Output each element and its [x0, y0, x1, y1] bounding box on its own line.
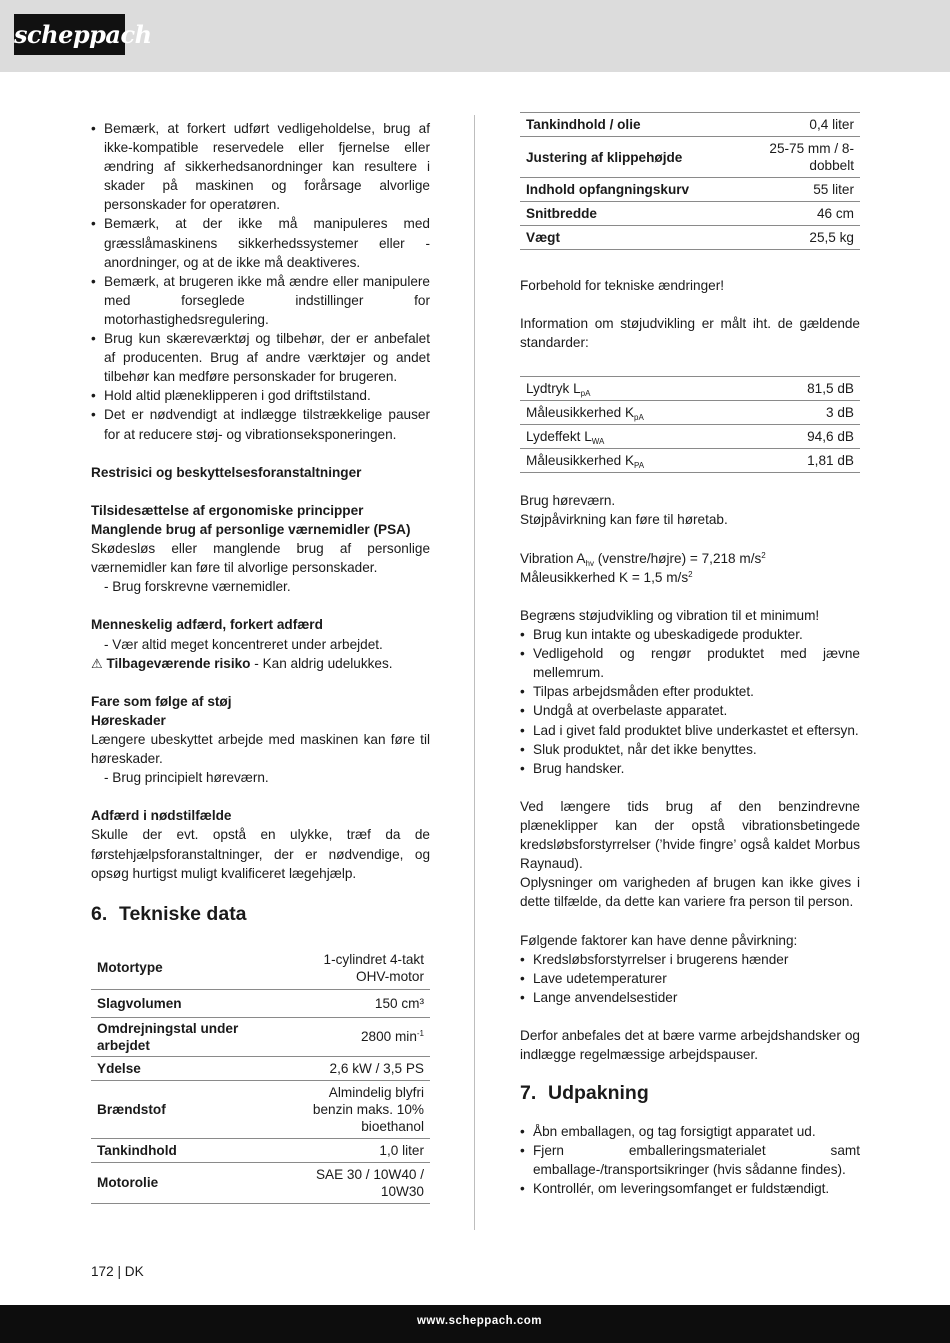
vibration-value	[520, 549, 860, 568]
spec-key: Tankindhold	[91, 1138, 298, 1162]
hearing-instruction: - Brug principielt høreværn.	[104, 770, 269, 786]
residual-risk-line	[91, 654, 430, 673]
factors-heading: Følgende faktorer kan have denne påvirkning:	[520, 932, 798, 948]
noise-key-subscript: pA	[580, 389, 591, 399]
table-row	[91, 1017, 430, 1056]
section-number: 7.	[520, 1082, 537, 1105]
spec-key: Motortype	[91, 947, 298, 990]
footer-separator: |	[117, 1264, 121, 1279]
psa-instruction: - Brug forskrevne værnemidler.	[104, 579, 291, 595]
spec-value: 55 liter	[758, 178, 860, 202]
residual-risk-label: Tilbageværende risiko	[106, 655, 251, 671]
spec-value: 46 cm	[758, 202, 860, 226]
hearing-damage-heading: Høreskader	[91, 712, 166, 728]
spec-key: Ydelse	[91, 1056, 298, 1080]
emergency-text: Skulle der evt. opstå en ulykke, træf da de førstehjælpsforanstaltninger, der er nødvendige, og opsøg hurtigst muligt kvalificeret lægehjælp.	[91, 827, 430, 881]
spec-value: 25,5 kg	[758, 226, 860, 250]
noise-key-label: Måleusikkerhed K	[526, 405, 635, 421]
table-row	[520, 178, 860, 202]
technical-data-table-continued	[520, 112, 860, 250]
noise-key-label: Lydeffekt L	[526, 429, 592, 445]
psa-heading: Manglende brug af personlige værnemidler (PSA)	[91, 521, 411, 537]
vibration-unit-exponent: 2	[761, 550, 766, 560]
page-number: 172	[91, 1264, 114, 1279]
human-behaviour-heading: Menneskelig adfærd, forkert adfærd	[91, 617, 323, 633]
ergonomics-heading: Tilsidesættelse af ergonomiske principper	[91, 502, 364, 518]
table-row	[91, 989, 430, 1017]
spec-key: Omdrejningstal under arbejdet	[91, 1017, 298, 1056]
technical-data-table	[91, 947, 430, 1204]
table-row	[91, 1162, 430, 1203]
spec-value: 1,0 liter	[298, 1138, 430, 1162]
list-item: • Åbn emballagen, og tag forsigtigt apparatet ud.	[520, 1122, 860, 1141]
noise-key-label: Måleusikkerhed K	[526, 453, 635, 469]
hearing-damage-text: Længere ubeskyttet arbejde med maskinen kan føre til høreskader.	[91, 732, 430, 767]
page-number-footer	[91, 1264, 144, 1279]
list-item: • Bemærk, at brugeren ikke må ændre eller manipulere med forseglede indstillinger for motorhastighedsregulering.	[91, 272, 430, 329]
table-row	[520, 449, 860, 473]
table-row	[520, 425, 860, 449]
noise-key	[520, 425, 754, 449]
safety-bullet-list	[91, 119, 430, 444]
noise-table	[520, 376, 860, 473]
section-7-heading	[520, 1080, 860, 1106]
noise-heading: Fare som følge af støj	[91, 693, 232, 709]
spec-value: 0,4 liter	[758, 113, 860, 137]
noise-key	[520, 377, 754, 401]
table-row	[520, 113, 860, 137]
rpm-exponent: -1	[416, 1029, 424, 1039]
hearing-protection-note: Brug høreværn.	[520, 493, 616, 509]
noise-value: 3 dB	[754, 401, 860, 425]
psa-text: Skødesløs eller manglende brug af personlige værnemidler kan føre til alvorlige personskader.	[91, 541, 430, 576]
list-item: • Brug kun skæreværktøj og tilbehør, der er anbefalet af producenten. Brug af andre værktøjer og andet tilbehør kan medføre personskader for brugeren.	[91, 329, 430, 386]
language-code: DK	[124, 1264, 144, 1279]
spec-value: 150 cm³	[298, 989, 430, 1017]
list-item: • Lange anvendelsestider	[520, 988, 860, 1007]
noise-key-subscript: PA	[634, 461, 645, 471]
list-item: • Det er nødvendigt at indlægge tilstrækkelige pauser for at reducere støj- og vibrationseksponeringen.	[91, 405, 430, 443]
spec-key: Motorolie	[91, 1162, 298, 1203]
noise-key	[520, 401, 754, 425]
list-item: • Kontrollér, om leveringsomfanget er fuldstændigt.	[520, 1179, 860, 1198]
warning-triangle-icon: ⚠	[91, 655, 103, 671]
reservation-note: Forbehold for tekniske ændringer!	[520, 278, 725, 293]
list-item: • Bemærk, at der ikke må manipuleres med græsslåmaskinens sikkerhedssystemer eller -anordninger, og at de ikke må deaktiveres.	[91, 214, 430, 271]
recommendation-text: Derfor anbefales det at bære varme arbejdshandsker og indlægge regelmæssige arbejdspauser.	[520, 1028, 860, 1063]
table-row	[91, 1138, 430, 1162]
uncertainty-text: Måleusikkerhed K = 1,5 m/s	[520, 569, 689, 585]
table-row	[520, 377, 860, 401]
spec-key: Slagvolumen	[91, 989, 298, 1017]
table-row	[520, 401, 860, 425]
uncertainty-unit-exponent: 2	[688, 569, 693, 579]
noise-intro: Information om støjudvikling er målt iht. de gældende standarder:	[520, 316, 860, 351]
list-item: • Vedligehold og rengør produktet med jævne mellemrum.	[520, 644, 860, 682]
residual-risk-text: - Kan aldrig udelukkes.	[250, 655, 393, 671]
spec-value	[298, 1017, 430, 1056]
spec-value: 25-75 mm / 8-dobbelt	[758, 137, 860, 178]
noise-value: 1,81 dB	[754, 449, 860, 473]
noise-value: 94,6 dB	[754, 425, 860, 449]
section-6-heading	[91, 901, 430, 927]
vibration-uncertainty	[520, 568, 860, 587]
emergency-heading: Adfærd i nødstilfælde	[91, 808, 232, 824]
table-row	[91, 1056, 430, 1080]
spec-key: Indhold opfangningskurv	[520, 178, 758, 202]
list-item: • Brug handsker.	[520, 759, 860, 778]
vibration-subscript: hv	[585, 558, 594, 568]
spec-key: Vægt	[520, 226, 758, 250]
human-behaviour-instruction: - Vær altid meget koncentreret under arbejdet.	[104, 636, 383, 652]
limit-bullet-list	[520, 625, 860, 778]
factors-bullet-list	[520, 950, 860, 1007]
left-column	[91, 119, 430, 1204]
vibration-label: Vibration A	[520, 550, 586, 566]
limit-heading: Begræns støjudvikling og vibration til et minimum!	[520, 607, 820, 623]
list-item: • Kredsløbsforstyrrelser i brugerens hænder	[520, 950, 860, 969]
list-item: • Undgå at overbelaste apparatet.	[520, 701, 860, 720]
spec-key: Justering af klippehøjde	[520, 137, 758, 178]
list-item: • Sluk produktet, når det ikke benyttes.	[520, 740, 860, 759]
restrisici-heading: Restrisici og beskyttelsesforanstaltninger	[91, 464, 362, 480]
spec-value: 1-cylindret 4-takt OHV-motor	[298, 947, 430, 990]
list-item: • Bemærk, at forkert udført vedligeholdelse, brug af ikke-kompatible reservedele eller fjernelse eller ændring af sikkerhedsanordninger kan resultere i skader på maskinen og forårsage alvorlige personskader for operatøren.	[91, 119, 430, 214]
list-item: • Tilpas arbejdsmåden efter produktet.	[520, 682, 860, 701]
list-item: • Fjern emballeringsmaterialet samt emballage-/transportsikringer (hvis sådanne findes).	[520, 1141, 860, 1179]
list-item: • Hold altid plæneklipperen i god driftstilstand.	[91, 386, 430, 405]
website-link[interactable]: www.scheppach.com	[416, 1315, 542, 1327]
spec-key: Tankindhold / olie	[520, 113, 758, 137]
table-row	[91, 947, 430, 990]
table-row	[520, 226, 860, 250]
spec-value: 2,6 kW / 3,5 PS	[298, 1056, 430, 1080]
spec-key: Snitbredde	[520, 202, 758, 226]
noise-key	[520, 449, 754, 473]
spec-value: Almindelig blyfri benzin maks. 10% bioethanol	[298, 1080, 430, 1138]
section-title: Udpakning	[548, 1082, 649, 1105]
list-item: • Brug kun intakte og ubeskadigede produkter.	[520, 625, 860, 644]
long-use-text: Ved længere tids brug af den benzindrevne plæneklipper kan der opstå vibrationsbetingede kredsløbsforstyrrelser (’hvide fingre’ også kaldet Morbus Raynaud).	[520, 798, 860, 872]
noise-value: 81,5 dB	[754, 377, 860, 401]
list-item: • Lad i givet fald produktet blive underkastet et eftersyn.	[520, 721, 860, 740]
vibration-text: (venstre/højre) = 7,218 m/s	[593, 550, 762, 566]
right-column	[520, 112, 860, 1199]
section-number: 6.	[91, 902, 108, 925]
duration-text: Oplysninger om varigheden af brugen kan ikke gives i dette tilfælde, da dette kan variere fra person til person.	[520, 875, 860, 910]
noise-key-label: Lydtryk L	[526, 381, 581, 397]
section-title: Tekniske data	[119, 902, 247, 925]
list-item: • Lave udetemperaturer	[520, 969, 860, 988]
noise-key-subscript: pA	[634, 413, 644, 423]
spec-key: Brændstof	[91, 1080, 298, 1138]
noise-effect-note: Støjpåvirkning kan føre til høretab.	[520, 512, 728, 528]
column-divider	[474, 115, 475, 1230]
noise-key-subscript: WA	[591, 437, 605, 447]
table-row	[91, 1080, 430, 1138]
rpm-value: 2800 min	[360, 1029, 417, 1045]
table-row	[520, 202, 860, 226]
spec-value: SAE 30 / 10W40 / 10W30	[298, 1162, 430, 1203]
table-row	[520, 137, 860, 178]
unpack-bullet-list	[520, 1122, 860, 1198]
brand-logo: scheppach	[14, 14, 125, 55]
